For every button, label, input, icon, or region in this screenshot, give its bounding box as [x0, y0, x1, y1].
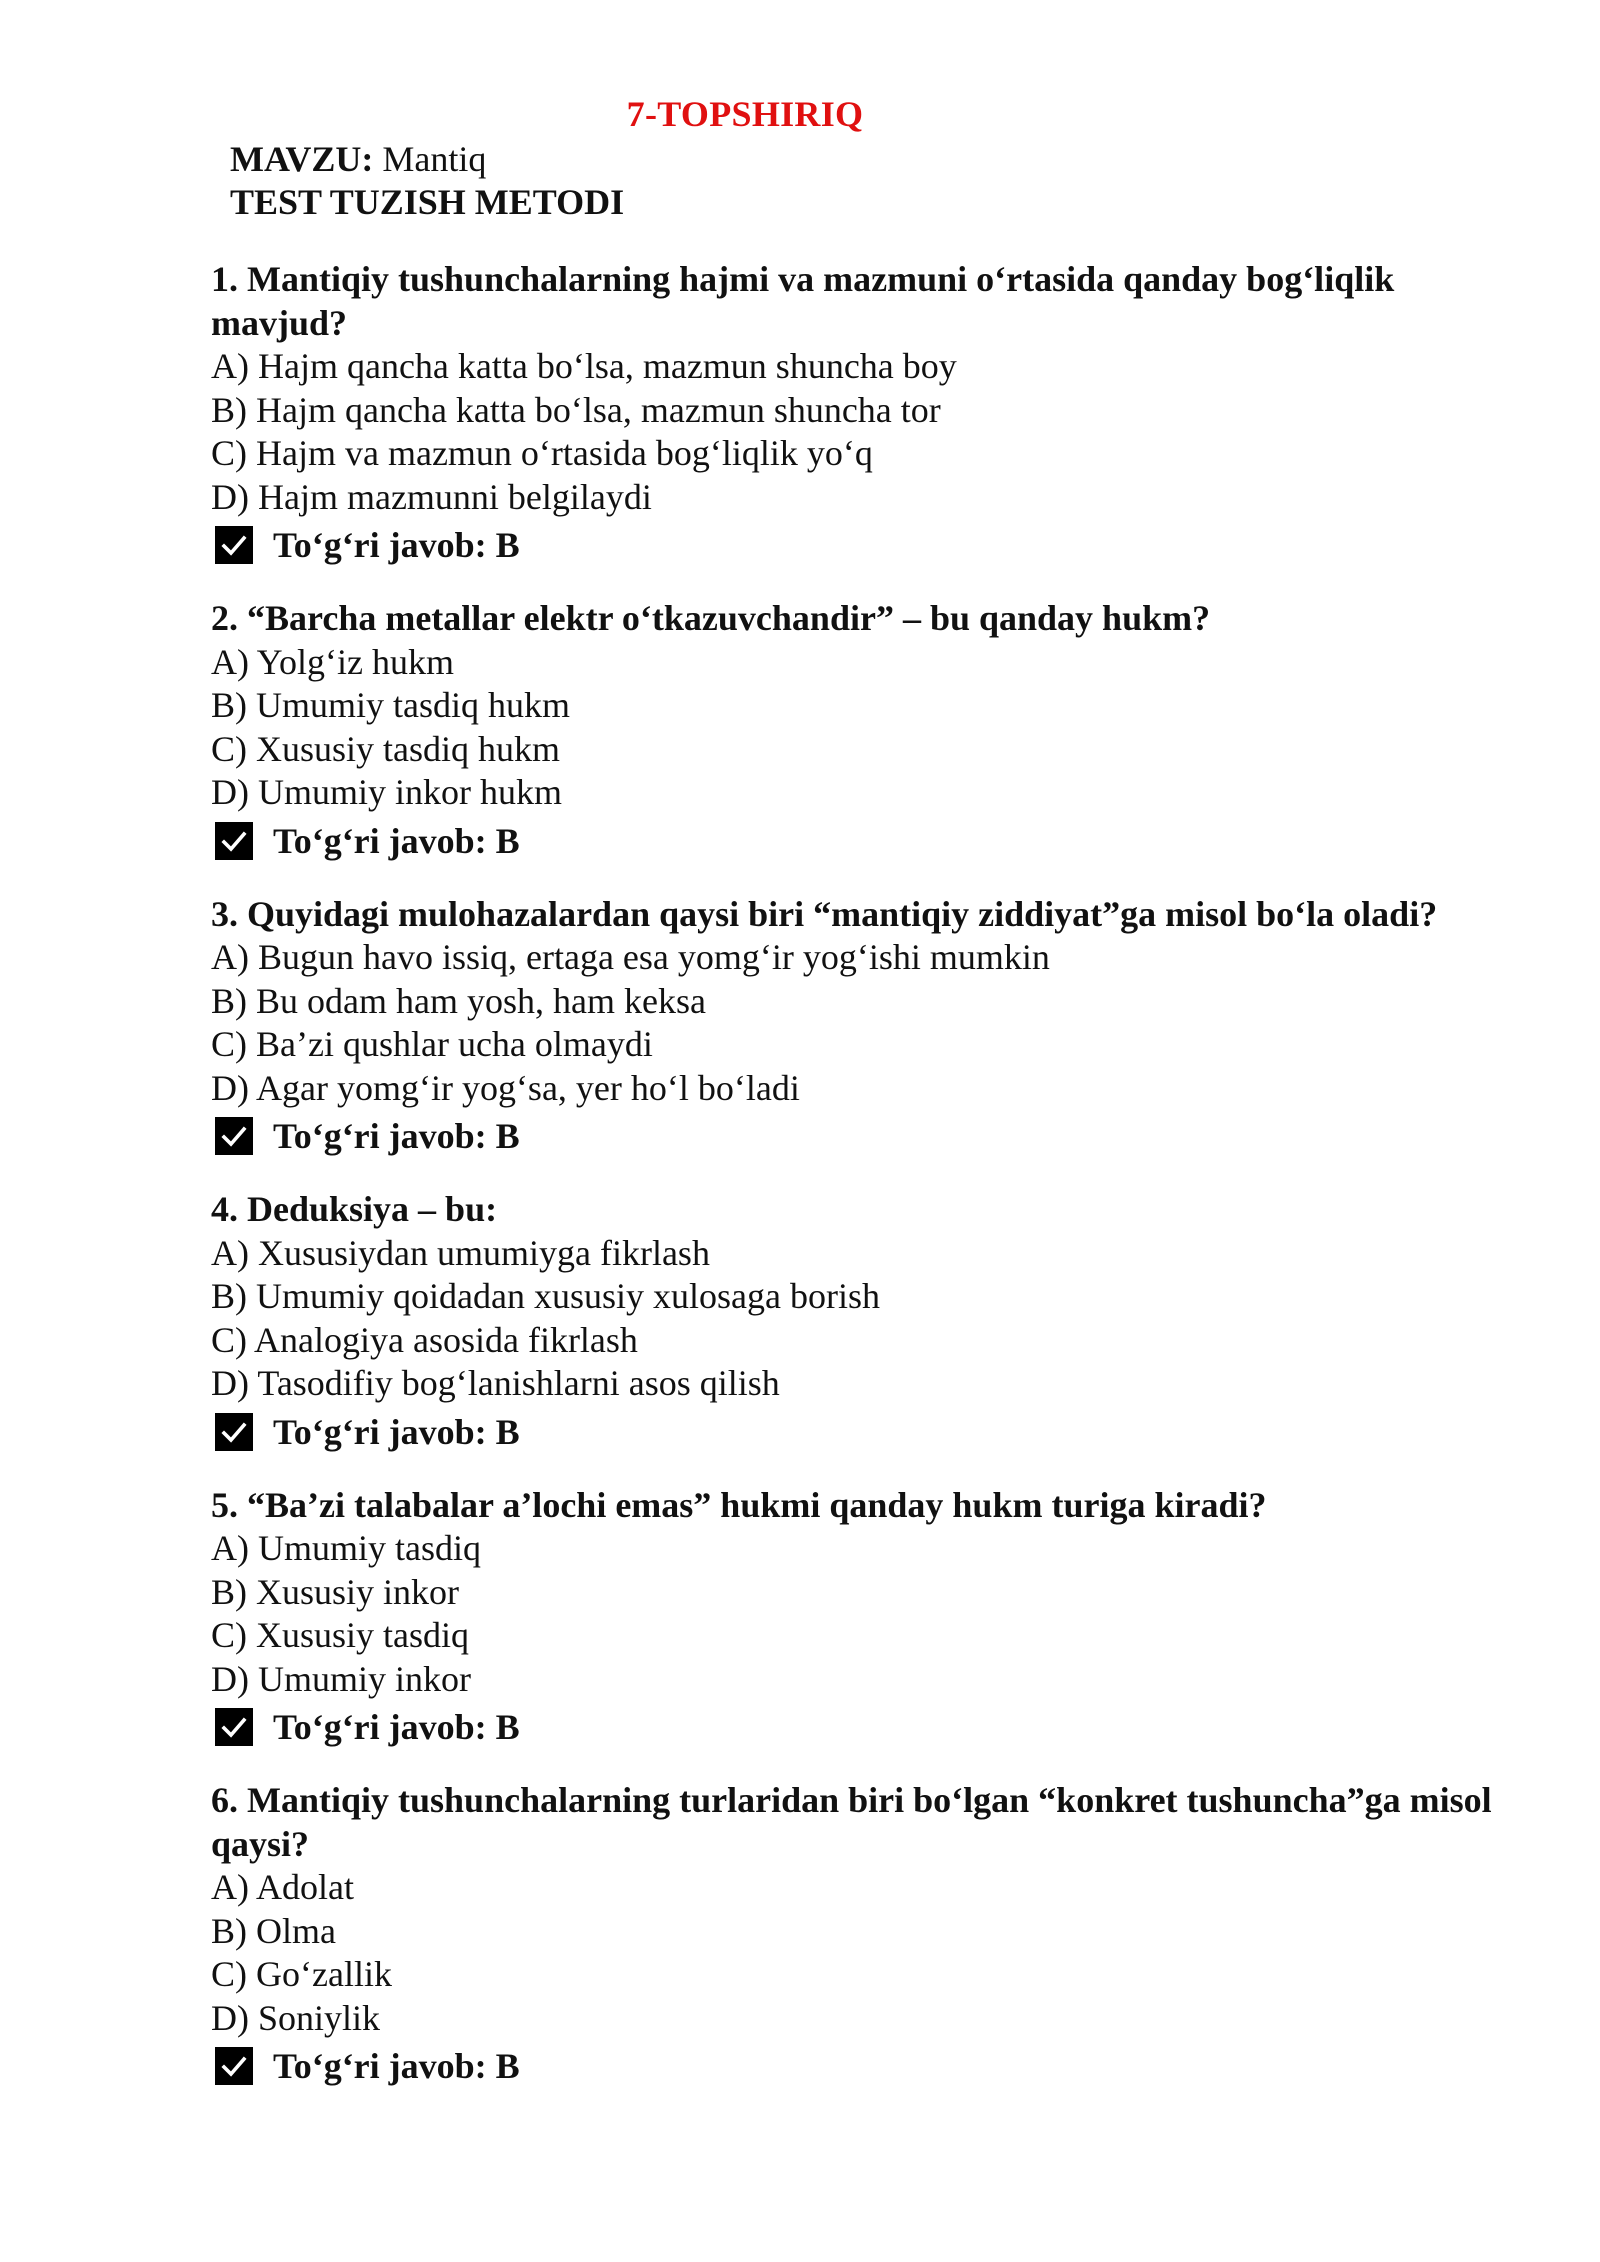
answer-option: A) Hajm qancha katta bo‘lsa, mazmun shuncha boy: [211, 346, 957, 386]
question-block: [211, 1188, 1511, 1456]
correct-answer-text: To‘g‘ri javob: B: [273, 820, 520, 861]
answer-option: A) Xususiydan umumiyga fikrlash: [211, 1232, 710, 1273]
correct-answer-text: To‘g‘ri javob: B: [273, 1411, 520, 1452]
answer-option: B) Xususiy inkor: [211, 1571, 460, 1612]
topic-line: [230, 138, 624, 181]
correct-answer-text: To‘g‘ri javob: B: [273, 1707, 520, 1747]
correct-answer-text: To‘g‘ri javob: B: [273, 2046, 520, 2086]
checkbox-checked-icon: [215, 1413, 253, 1451]
question-block: [211, 1484, 1511, 1752]
answer-option: A) Bugun havo issiq, ertaga esa yomg‘ir yog‘ishi mumkin: [211, 937, 1050, 977]
checkbox-checked-icon: [215, 2047, 253, 2085]
question-text: 4. Deduksiya – bu:: [211, 1189, 498, 1229]
option-list: [211, 1527, 1511, 1701]
question-block: [211, 1779, 1511, 2090]
answer-option: B) Olma: [211, 1910, 336, 1951]
correct-answer: [215, 1408, 1511, 1456]
answer-option: C) Xususiy tasdiq hukm: [211, 728, 561, 769]
answer-option: A) Umumiy tasdiq: [211, 1528, 481, 1568]
checkbox-checked-icon: [215, 1708, 253, 1746]
answer-option: B) Hajm qancha katta bo‘lsa, mazmun shuncha tor: [211, 389, 941, 430]
question-text: 5. “Ba’zi talabalar a’lochi emas” hukmi qanday hukm turiga kiradi?: [211, 1484, 1267, 1525]
correct-answer-text: To‘g‘ri javob: B: [273, 1116, 520, 1156]
question-text: 6. Mantiqiy tushunchalarning turlaridan biri bo‘lgan “konkret tushuncha”ga misol qaysi?: [211, 1780, 1492, 1864]
checkbox-checked-icon: [215, 1117, 253, 1155]
question-block: [211, 258, 1511, 569]
option-list: [211, 641, 1511, 815]
answer-option: C) Ba’zi qushlar ucha olmaydi: [211, 1024, 653, 1064]
answer-option: C) Analogiya asosida fikrlash: [211, 1319, 638, 1360]
correct-answer: [215, 521, 1511, 569]
answer-option: D) Tasodifiy bog‘lanishlarni asos qilish: [211, 1363, 780, 1403]
answer-option: D) Hajm mazmunni belgilaydi: [211, 476, 652, 517]
answer-option: B) Umumiy qoidadan xususiy xulosaga borish: [211, 1276, 880, 1316]
correct-answer: [215, 1703, 1511, 1751]
answer-option: A) Adolat: [211, 1867, 354, 1907]
method-title: TEST TUZISH METODI: [230, 182, 625, 222]
answer-option: B) Bu odam ham yosh, ham keksa: [211, 980, 706, 1021]
document-header: [230, 138, 624, 224]
answer-option: C) Go‘zallik: [211, 1954, 392, 1994]
document-title: 7-TOPSHIRIQ: [626, 94, 864, 134]
question-text: 2. “Barcha metallar elektr o‘tkazuvchandir” – bu qanday hukm?: [211, 598, 1211, 638]
topic-value: Mantiq: [373, 139, 487, 179]
correct-answer: [215, 1112, 1511, 1160]
checkbox-checked-icon: [215, 822, 253, 860]
correct-answer: [215, 2042, 1511, 2090]
answer-option: D) Umumiy inkor: [211, 1658, 471, 1699]
topic-label: MAVZU:: [230, 139, 374, 179]
correct-answer-text: To‘g‘ri javob: B: [273, 525, 520, 565]
answer-option: A) Yolg‘iz hukm: [211, 641, 455, 682]
option-list: [211, 345, 1511, 519]
answer-option: B) Umumiy tasdiq hukm: [211, 685, 570, 725]
option-list: [211, 1866, 1511, 2040]
answer-option: C) Hajm va mazmun o‘rtasida bog‘liqlik yo‘q: [211, 433, 873, 473]
question-block: [211, 893, 1511, 1161]
answer-option: D) Umumiy inkor hukm: [211, 772, 562, 812]
answer-option: D) Soniylik: [211, 1997, 381, 2038]
answer-option: C) Xususiy tasdiq: [211, 1615, 470, 1655]
checkbox-checked-icon: [215, 526, 253, 564]
correct-answer: [215, 817, 1511, 865]
answer-option: D) Agar yomg‘ir yog‘sa, yer ho‘l bo‘ladi: [211, 1067, 800, 1108]
question-block: [211, 597, 1511, 865]
option-list: [211, 936, 1511, 1110]
option-list: [211, 1232, 1511, 1406]
question-text: 1. Mantiqiy tushunchalarning hajmi va mazmuni o‘rtasida qanday bog‘liqlik mavjud?: [211, 259, 1395, 343]
question-list: [211, 258, 1511, 2118]
question-text: 3. Quyidagi mulohazalardan qaysi biri “mantiqiy ziddiyat”ga misol bo‘la oladi?: [211, 893, 1438, 934]
